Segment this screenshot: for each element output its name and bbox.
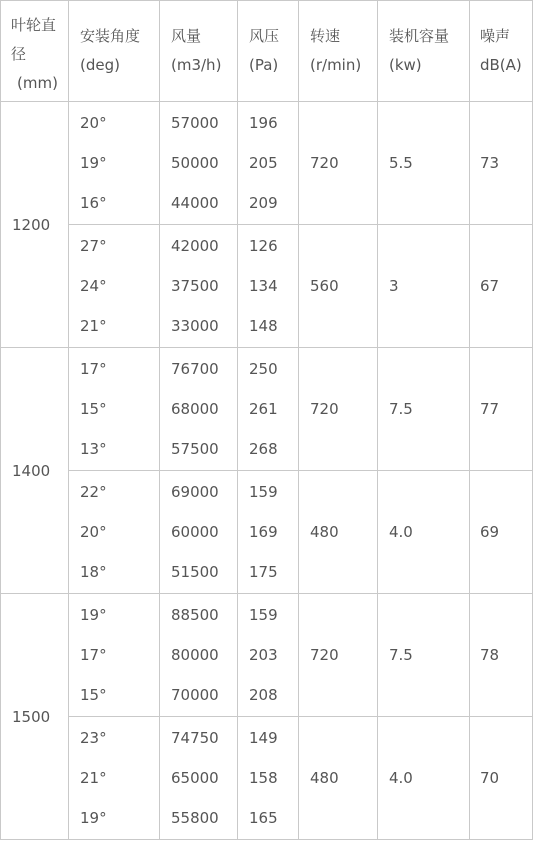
header-angle-unit: (deg) bbox=[80, 56, 120, 74]
header-power bbox=[378, 1, 470, 102]
noise-cell: 77 bbox=[470, 348, 533, 471]
pressure-value: 261 bbox=[249, 400, 278, 418]
airflow-value: 88500 bbox=[171, 606, 219, 624]
airflow-cell bbox=[160, 717, 238, 840]
pressure-cell bbox=[238, 471, 299, 594]
header-diameter-line: 径 bbox=[11, 44, 27, 63]
table-row bbox=[1, 225, 533, 348]
header-power-label: 装机容量 bbox=[389, 27, 450, 45]
angle-value: 19° bbox=[80, 606, 107, 624]
diameter-cell: 1400 bbox=[1, 348, 69, 594]
pressure-value: 203 bbox=[249, 646, 278, 664]
angle-value: 20° bbox=[80, 114, 107, 132]
airflow-value: 69000 bbox=[171, 483, 219, 501]
header-speed-unit: (r/min) bbox=[310, 56, 362, 74]
pressure-value: 149 bbox=[249, 729, 278, 747]
header-diameter bbox=[1, 1, 69, 102]
diameter-cell: 1200 bbox=[1, 102, 69, 348]
pressure-value: 165 bbox=[249, 809, 278, 827]
angle-value: 24° bbox=[80, 277, 107, 295]
airflow-value: 65000 bbox=[171, 769, 219, 787]
power-cell: 5.5 bbox=[378, 102, 470, 225]
power-cell: 7.5 bbox=[378, 348, 470, 471]
angle-value: 18° bbox=[80, 563, 107, 581]
noise-cell: 78 bbox=[470, 594, 533, 717]
airflow-cell bbox=[160, 348, 238, 471]
header-diameter-unit: (mm) bbox=[17, 73, 58, 92]
angle-value: 20° bbox=[80, 523, 107, 541]
speed-cell: 480 bbox=[299, 471, 378, 594]
angle-value: 19° bbox=[80, 809, 107, 827]
angle-value: 17° bbox=[80, 646, 107, 664]
angle-value: 22° bbox=[80, 483, 107, 501]
airflow-value: 74750 bbox=[171, 729, 219, 747]
airflow-value: 70000 bbox=[171, 686, 219, 704]
angle-value: 13° bbox=[80, 440, 107, 458]
noise-cell: 69 bbox=[470, 471, 533, 594]
header-angle bbox=[69, 1, 160, 102]
angle-cell bbox=[69, 717, 160, 840]
header-noise-label: 噪声 bbox=[480, 27, 511, 45]
speed-cell: 480 bbox=[299, 717, 378, 840]
airflow-cell bbox=[160, 225, 238, 348]
pressure-value: 159 bbox=[249, 483, 278, 501]
airflow-value: 60000 bbox=[171, 523, 219, 541]
header-pressure bbox=[238, 1, 299, 102]
pressure-cell bbox=[238, 225, 299, 348]
pressure-value: 250 bbox=[249, 360, 278, 378]
angle-cell bbox=[69, 102, 160, 225]
angle-cell bbox=[69, 594, 160, 717]
angle-value: 21° bbox=[80, 317, 107, 335]
header-airflow-label: 风量 bbox=[171, 27, 202, 45]
header-airflow-unit: (m3/h) bbox=[171, 56, 222, 74]
header-speed-label: 转速 bbox=[310, 27, 341, 45]
pressure-value: 169 bbox=[249, 523, 278, 541]
power-cell: 3 bbox=[378, 225, 470, 348]
power-cell: 7.5 bbox=[378, 594, 470, 717]
angle-value: 19° bbox=[80, 154, 107, 172]
header-angle-label: 安装角度 bbox=[80, 27, 141, 45]
noise-cell: 67 bbox=[470, 225, 533, 348]
pressure-value: 134 bbox=[249, 277, 278, 295]
table-row bbox=[1, 348, 533, 471]
angle-value: 15° bbox=[80, 686, 107, 704]
pressure-cell bbox=[238, 348, 299, 471]
angle-value: 17° bbox=[80, 360, 107, 378]
airflow-value: 51500 bbox=[171, 563, 219, 581]
header-power-unit: (kw) bbox=[389, 56, 422, 74]
angle-cell bbox=[69, 348, 160, 471]
angle-value: 27° bbox=[80, 237, 107, 255]
airflow-value: 55800 bbox=[171, 809, 219, 827]
noise-cell: 70 bbox=[470, 717, 533, 840]
pressure-value: 268 bbox=[249, 440, 278, 458]
pressure-value: 208 bbox=[249, 686, 278, 704]
diameter-cell: 1500 bbox=[1, 594, 69, 840]
pressure-value: 205 bbox=[249, 154, 278, 172]
airflow-value: 37500 bbox=[171, 277, 219, 295]
header-pressure-label: 风压 bbox=[249, 27, 280, 45]
header-speed bbox=[299, 1, 378, 102]
airflow-value: 57500 bbox=[171, 440, 219, 458]
power-cell: 4.0 bbox=[378, 471, 470, 594]
airflow-value: 50000 bbox=[171, 154, 219, 172]
airflow-value: 68000 bbox=[171, 400, 219, 418]
airflow-value: 42000 bbox=[171, 237, 219, 255]
airflow-cell bbox=[160, 471, 238, 594]
speed-cell: 560 bbox=[299, 225, 378, 348]
header-noise bbox=[470, 1, 533, 102]
airflow-value: 57000 bbox=[171, 114, 219, 132]
table-row bbox=[1, 471, 533, 594]
angle-value: 23° bbox=[80, 729, 107, 747]
pressure-value: 175 bbox=[249, 563, 278, 581]
angle-value: 16° bbox=[80, 194, 107, 212]
pressure-cell bbox=[238, 594, 299, 717]
airflow-cell bbox=[160, 594, 238, 717]
pressure-cell bbox=[238, 102, 299, 225]
airflow-value: 80000 bbox=[171, 646, 219, 664]
pressure-cell bbox=[238, 717, 299, 840]
header-pressure-unit: (Pa) bbox=[249, 56, 279, 74]
table-row bbox=[1, 594, 533, 717]
pressure-value: 196 bbox=[249, 114, 278, 132]
header-noise-unit: dB(A) bbox=[480, 56, 522, 74]
pressure-value: 209 bbox=[249, 194, 278, 212]
table-header-row bbox=[1, 1, 533, 102]
noise-cell: 73 bbox=[470, 102, 533, 225]
airflow-value: 44000 bbox=[171, 194, 219, 212]
airflow-value: 76700 bbox=[171, 360, 219, 378]
power-cell: 4.0 bbox=[378, 717, 470, 840]
airflow-cell bbox=[160, 102, 238, 225]
speed-cell: 720 bbox=[299, 594, 378, 717]
pressure-value: 159 bbox=[249, 606, 278, 624]
pressure-value: 126 bbox=[249, 237, 278, 255]
header-airflow bbox=[160, 1, 238, 102]
speed-cell: 720 bbox=[299, 348, 378, 471]
table-row bbox=[1, 717, 533, 840]
angle-value: 15° bbox=[80, 400, 107, 418]
angle-cell bbox=[69, 225, 160, 348]
angle-cell bbox=[69, 471, 160, 594]
angle-value: 21° bbox=[80, 769, 107, 787]
pressure-value: 158 bbox=[249, 769, 278, 787]
table-row bbox=[1, 102, 533, 225]
speed-cell: 720 bbox=[299, 102, 378, 225]
airflow-value: 33000 bbox=[171, 317, 219, 335]
header-diameter-line: 叶轮直 bbox=[11, 15, 57, 34]
pressure-value: 148 bbox=[249, 317, 278, 335]
